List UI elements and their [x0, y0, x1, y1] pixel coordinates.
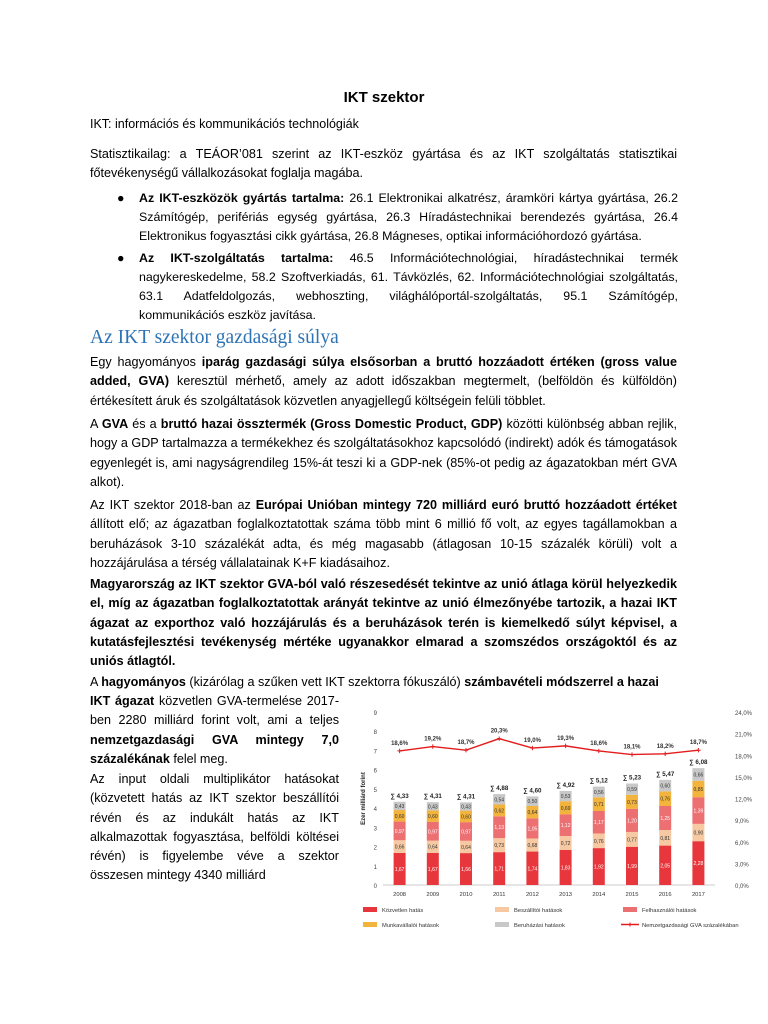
gva-share-point — [397, 749, 401, 753]
bar-value-label: 0,60 — [660, 783, 671, 790]
y2-tick-label: 9,0% — [735, 819, 749, 826]
bar-value-label: 0,85 — [693, 786, 704, 793]
legend-swatch — [623, 907, 637, 912]
bar-total-label: ∑ 4,33 — [390, 792, 409, 800]
page-title: IKT szektor — [343, 89, 425, 106]
bar-value-label: 0,81 — [660, 835, 671, 842]
y2-tick-label: 15,0% — [735, 775, 753, 782]
bar-total-label: ∑ 4,31 — [456, 793, 476, 801]
gva-share-point — [464, 748, 468, 752]
legend-label: Beszállítói hatások — [514, 908, 563, 914]
bar-value-label: 2,28 — [693, 861, 704, 868]
bar-value-label: 1,83 — [560, 865, 571, 872]
bar-value-label: 1,39 — [693, 808, 704, 815]
x-tick-label: 2015 — [625, 892, 639, 898]
bar-value-label: 0,97 — [461, 829, 471, 836]
legend-label: Közvetlen hatás — [382, 908, 424, 914]
bar-value-label: 0,43 — [461, 804, 471, 811]
section-heading: Az IKT szektor gazdasági súlya — [90, 327, 339, 348]
bar-value-label: 1,92 — [593, 864, 604, 871]
gva-share-point — [563, 744, 567, 748]
bar-total-label: ∑ 4,31 — [423, 793, 442, 801]
list-item — [112, 189, 678, 247]
x-tick-label: 2016 — [658, 892, 672, 898]
bar-value-label: 1,20 — [627, 818, 637, 825]
bar-total-label: ∑ 5,12 — [589, 777, 608, 785]
stat-paragraph: Statisztikailag: a TEÁOR’081 szerint az IKT-eszköz gyártása és az IKT szolgáltatás statisztikai főtevékenységű vállalkozásokat foglalja magába. — [90, 147, 677, 181]
bar-value-label: 0,97 — [427, 829, 438, 836]
bar-value-label: 0,68 — [527, 843, 538, 850]
bar-value-label: 0,64 — [427, 844, 438, 851]
bullet-icon: ● — [117, 191, 125, 205]
bar-value-label: 0,60 — [394, 813, 405, 820]
x-tick-label: 2010 — [459, 892, 473, 898]
bar-value-label: 0,77 — [627, 837, 637, 844]
bar-value-label: 0,50 — [527, 799, 538, 806]
bar-value-label: 0,64 — [527, 810, 538, 817]
y-tick-label: 1 — [373, 864, 377, 871]
gva-share-label: 18,6% — [590, 740, 608, 747]
legend-label: Felhasználói hatások — [642, 908, 697, 914]
bar-value-label: 0,56 — [593, 789, 604, 796]
bar-value-label: 0,97 — [394, 828, 405, 835]
bullet-list — [112, 189, 678, 325]
y2-tick-label: 21,0% — [735, 732, 753, 739]
x-tick-label: 2017 — [691, 892, 705, 898]
bar-value-label: 0,43 — [427, 804, 438, 811]
y-tick-label: 4 — [373, 807, 377, 814]
y2-tick-label: 24,0% — [735, 711, 753, 717]
bullet-text: 46.5 Információtechnológiai, híradástechnikai termék nagykereskedelme, 58.2 Szoftverkiadás, 61. Távközlés, 62. Információtechnológiai szolgáltatás, 63.1 Adatfeldolgozás, webhoszting, világhálóportál-szolgáltatás, 95.1 Számítógép, kommunikációs eszköz javítása. — [139, 250, 678, 323]
paragraph-hungary: Magyarország az IKT szektor GVA-ból való részesedését tekintve az unió átlaga körül helyezkedik el, míg az ágazatban foglalkoztatottak arányát tekintve az unió élmezőnyébe tartozik, a hazai IKT ágazat az exporthoz való hozzájárulás és a beruházások terén is kiemelkedő súlyt képvisel, a kutatásfejlesztési tevékenység mértéke ugyanakkor elmarad a szomszédos országoktól és az uniós átlagtól. — [90, 577, 677, 669]
bar-value-label: 1,71 — [494, 866, 505, 873]
y-axis-title: Ezer milliárd forint — [361, 772, 367, 825]
gva-share-point — [663, 752, 667, 756]
y2-tick-label: 18,0% — [735, 754, 753, 761]
gva-share-label: 19,3% — [557, 735, 575, 742]
gva-share-label: 18,1% — [623, 744, 641, 751]
bar-value-label: 1,66 — [461, 867, 471, 874]
bar-total-label: ∑ 4,92 — [556, 782, 575, 790]
list-item — [112, 249, 678, 326]
gva-share-point — [696, 748, 700, 752]
paragraph-multiplier: Az input oldali multiplikátor hatásokat (közvetett hatás az IKT szektor beszállítói révén és az indukált hatás az IKT alkalmazottak fogyasztása, belföldi költései révén) is figyelembe véve a szektor összesen mintegy 4340 milliárd — [90, 772, 339, 883]
legend-swatch — [363, 922, 377, 927]
y2-tick-label: 12,0% — [735, 797, 753, 804]
bar-value-label: 0,60 — [461, 814, 471, 821]
gva-share-point — [497, 736, 501, 740]
gva-share-point — [597, 749, 601, 753]
gva-share-label: 18,7% — [457, 740, 475, 747]
gva-share-point — [630, 752, 634, 756]
bullet-label: Az IKT-eszközök gyártás tartalma: — [139, 191, 345, 205]
bar-total-label: ∑ 4,88 — [490, 785, 509, 793]
gva-share-label: 19,0% — [523, 738, 541, 745]
bar-value-label: 0,76 — [660, 796, 671, 803]
y-tick-label: 9 — [373, 711, 377, 717]
gva-share-point — [431, 744, 435, 748]
legend-swatch — [495, 907, 509, 912]
definition-line: IKT: információs és kommunikációs technológiák — [90, 117, 359, 131]
bar-value-label: 0,66 — [394, 844, 405, 851]
y-tick-label: 5 — [373, 787, 377, 794]
bar-total-label: ∑ 4,60 — [523, 787, 542, 795]
bar-value-label: 1,12 — [560, 823, 571, 830]
legend-marker — [628, 923, 632, 927]
bullet-icon: ● — [117, 250, 125, 265]
bar-value-label: 0,53 — [560, 794, 571, 801]
x-tick-label: 2012 — [525, 892, 539, 898]
bar-value-label: 0,54 — [494, 797, 505, 804]
paragraph-gdp: A GVA és a bruttó hazai össztermék (Gross Domestic Product, GDP) közötti különbség abban rejlik, hogy a GDP tartalmazza a termékekhez és szolgáltatásokhoz kapcsolódó (indirekt) adók és támogatások egyenlegét is, ami nagyságrendileg 15%-át teszi ki a GDP-nek (85%-ot pedig az ágazatokban mért GVA alkot). — [90, 417, 677, 489]
legend-label: Munkavállalói hatások — [382, 923, 440, 929]
stacked-bar-chart — [343, 700, 763, 940]
gva-share-label: 18,6% — [391, 740, 409, 747]
paragraph-traditional: A hagyományos (kizárólag a szűken vett IKT szektorra fókuszáló) számbavételi módszerrel a hazai — [90, 675, 659, 689]
legend-label: Beruházási hatások — [514, 923, 565, 929]
gva-share-point — [530, 746, 534, 750]
y2-tick-label: 6,0% — [735, 840, 749, 847]
legend-swatch — [495, 922, 509, 927]
bar-value-label: 1,99 — [627, 863, 637, 870]
bar-value-label: 0,73 — [627, 799, 637, 806]
y-tick-label: 6 — [373, 768, 377, 775]
gva-share-label: 20,3% — [490, 728, 508, 735]
legend-label: Nemzetgazdasági GVA százalékában — [642, 923, 739, 929]
bar-value-label: 0,43 — [394, 803, 405, 810]
paragraph-eu: Az IKT szektor 2018-ban az Európai Unióban mintegy 720 milliárd euró bruttó hozzáadott értéket állított elő; az ágazatban foglalkoztatottak száma több mint 6 millió fő volt, az egyes tagállamokban a beruházások 3-10 százalékát adta, és még magasabb (átlagosan 10-15 százalék körüli) volt a hozzájárulása a térség vállalatainak K+F kiadásaihoz. — [90, 498, 677, 570]
legend-swatch — [363, 907, 377, 912]
chart-container — [343, 700, 763, 940]
bar-value-label: 1,17 — [593, 820, 604, 827]
bar-total-label: ∑ 5,47 — [656, 770, 675, 778]
y-tick-label: 8 — [373, 730, 377, 737]
gva-share-label: 18,2% — [656, 743, 674, 750]
bar-value-label: 1,25 — [660, 816, 671, 823]
bullet-text: 26.1 Elektronikai alkatrész, áramköri kártya gyártása, 26.2 Számítógép, perifériás egység gyártása, 26.3 Híradástechnikai berendezés gyártása, 26.4 Elektronikus fogyasztási cikk gyártása, 26.8 Mágneses, optikai információhordozó gyártása. — [139, 191, 678, 244]
x-tick-label: 2008 — [393, 892, 407, 898]
bar-value-label: 0,90 — [693, 830, 704, 837]
bar-value-label: 2,05 — [660, 863, 671, 870]
bar-value-label: 0,59 — [627, 787, 637, 794]
y2-tick-label: 0,0% — [735, 884, 749, 890]
bar-value-label: 1,13 — [494, 825, 505, 832]
y2-tick-label: 3,0% — [735, 862, 749, 869]
x-tick-label: 2014 — [592, 892, 606, 898]
bullet-label: Az IKT-szolgáltatás tartalma: — [139, 250, 334, 265]
bar-value-label: 1,05 — [527, 826, 538, 833]
bar-value-label: 1,67 — [427, 866, 438, 873]
paragraph-ikt-gva: IKT ágazat közvetlen GVA-termelése 2017-ben 2280 milliárd forint volt, ami a teljes nemzetgazdasági GVA mintegy 7,0 százalékának felel meg. — [90, 694, 340, 766]
bar-value-label: 0,64 — [461, 844, 471, 851]
gva-share-label: 19,2% — [424, 736, 442, 743]
bar-value-label: 0,69 — [560, 805, 571, 812]
paragraph-gva: Egy hagyományos iparág gazdasági súlya elsősorban a bruttó hozzáadott értéken (gross value added, GVA) keresztül mérhető, amely az adott időszakban megtermelt, (belföldön és külföldön) értékesített áruk és szolgáltatások közvetlen anyagjellegű költségein felüli többlet. — [90, 355, 678, 408]
x-tick-label: 2011 — [492, 892, 506, 898]
bar-value-label: 0,76 — [593, 838, 604, 845]
bar-value-label: 0,66 — [693, 772, 704, 779]
bar-value-label: 0,60 — [427, 814, 438, 821]
bar-value-label: 0,73 — [494, 843, 505, 850]
bar-total-label: ∑ 5,23 — [622, 774, 642, 782]
bar-value-label: 1,74 — [527, 866, 538, 873]
x-tick-label: 2013 — [559, 892, 573, 898]
gva-share-label: 18,7% — [689, 740, 707, 747]
y-tick-label: 0 — [373, 884, 377, 890]
x-tick-label: 2009 — [426, 892, 440, 898]
bar-value-label: 0,72 — [560, 840, 571, 847]
bar-value-label: 0,71 — [593, 802, 604, 809]
y-tick-label: 2 — [373, 845, 377, 852]
bar-value-label: 0,62 — [494, 808, 505, 815]
bar-value-label: 1,67 — [394, 866, 405, 873]
y-tick-label: 3 — [373, 826, 377, 833]
y-tick-label: 7 — [373, 749, 377, 756]
bar-total-label: ∑ 6,08 — [689, 759, 708, 767]
